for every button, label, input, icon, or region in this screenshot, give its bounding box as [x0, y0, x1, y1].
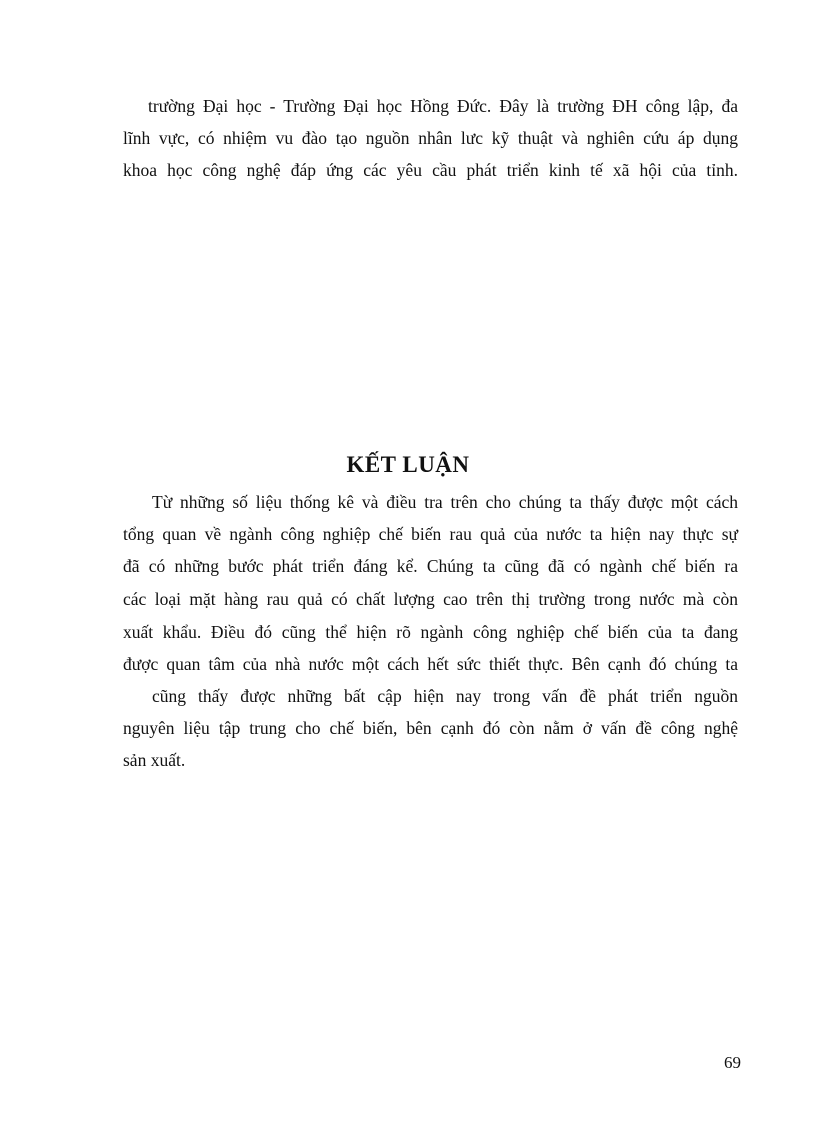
- conclusion-line-1: Từ những số liệu thống kê và điều tra trên cho chúng ta thấy được một cách: [152, 492, 738, 512]
- conclusion-line-2: tổng quan về ngành công nghiệp chế biến rau quả của nước ta hiện nay thực sự: [123, 524, 738, 544]
- conclusion-line-5: xuất khẩu. Điều đó cũng thể hiện rõ ngành công nghiệp chế biến của ta đang: [123, 622, 738, 642]
- conclusion-line-8: nguyên liệu tập trung cho chế biến, bên cạnh đó còn nằm ở vấn đề công nghệ: [123, 718, 738, 738]
- conclusion-line-9: sản xuất.: [123, 750, 186, 770]
- conclusion-line-3: đã có những bước phát triển đáng kể. Chúng ta cũng đã có ngành chế biến ra: [123, 556, 738, 576]
- top-paragraph-line-2: lĩnh vực, có nhiệm vu đào tạo nguồn nhân lưc kỹ thuật và nghiên cứu áp dụng: [123, 128, 738, 148]
- top-paragraph-line-1: trường Đại học - Trường Đại học Hồng Đức. Đây là trường ĐH công lập, đa: [148, 96, 738, 116]
- conclusion-line-4: các loại mặt hàng rau quả có chất lượng cao trên thị trường trong nước mà còn: [123, 589, 738, 609]
- page-number: 69: [724, 1053, 741, 1072]
- conclusion-line-6: được quan tâm của nhà nước một cách hết sức thiết thực. Bên cạnh đó chúng ta: [123, 654, 738, 674]
- conclusion-line-7: cũng thấy được những bất cập hiện nay trong vấn đề phát triển nguồn: [152, 686, 738, 706]
- top-paragraph-line-3: khoa học công nghệ đáp ứng các yêu cầu phát triển kinh tế xã hội của tỉnh.: [123, 160, 738, 180]
- conclusion-heading: KẾT LUẬN: [346, 452, 470, 477]
